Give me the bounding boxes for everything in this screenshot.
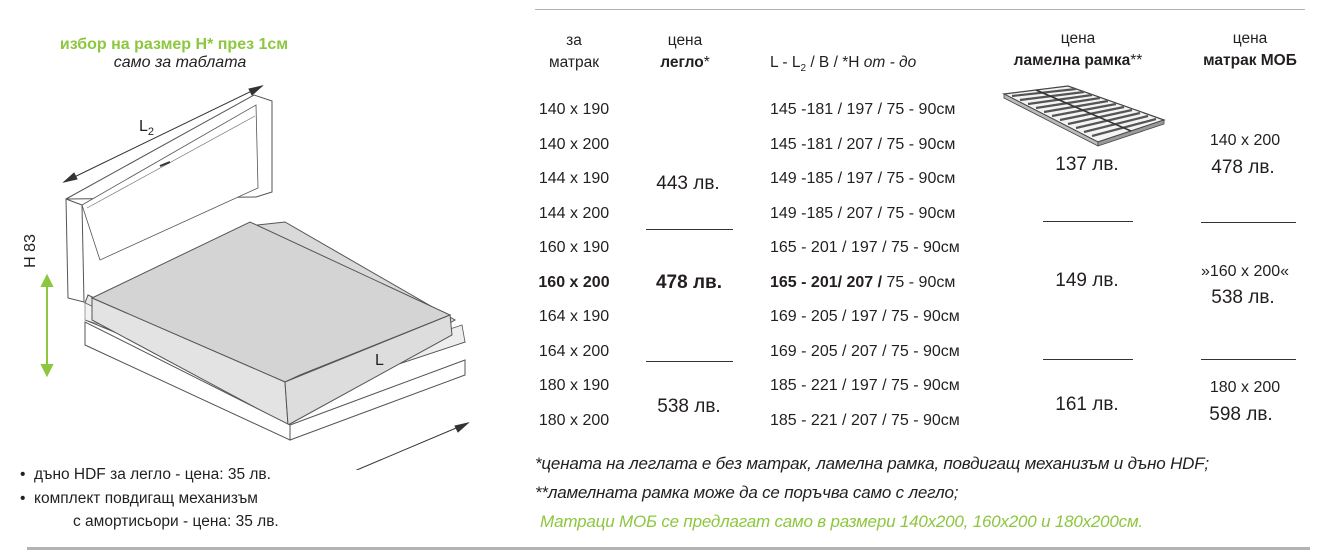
- dimensions-row: 149 -185 / 207 / 75 - 90см: [770, 205, 956, 222]
- mob-price-separator: [1201, 222, 1296, 223]
- note-slat-frame: **ламелната рамка може да се поръчва само с легло;: [535, 483, 959, 502]
- mob-size: 140 x 200: [1209, 132, 1281, 149]
- top-rule: [535, 9, 1305, 10]
- bullet-lift-mechanism: • комплект повдигащ механизъм: [20, 490, 258, 507]
- dimensions-row: 185 - 221 / 207 / 75 - 90см: [770, 412, 960, 429]
- mob-size: »160 x 200«: [1200, 263, 1290, 280]
- size-row: 140 x 200: [538, 136, 610, 153]
- size-row: 164 x 190: [538, 308, 610, 325]
- size-choice-title: избор на размер Н* през 1см: [59, 36, 289, 53]
- mob-price-separator: [1201, 359, 1296, 360]
- slat-price-separator: [1043, 221, 1133, 222]
- mob-price: 598 лв.: [1209, 404, 1273, 425]
- bed-price: 443 лв.: [656, 173, 720, 194]
- size-row: 180 x 190: [538, 377, 610, 394]
- slat-frame-price: 161 лв.: [1055, 394, 1119, 415]
- dimensions-row: 169 - 205 / 207 / 75 - 90см: [770, 343, 960, 360]
- size-row-highlighted: 160 x 200: [538, 274, 610, 291]
- mob-size: 180 x 200: [1209, 379, 1281, 396]
- dimensions-row: 169 - 205 / 197 / 75 - 90см: [770, 308, 960, 325]
- bed-price: 538 лв.: [657, 396, 721, 417]
- l2-label: $L_2$: [139, 118, 155, 139]
- bed-illustration: [0, 70, 490, 470]
- bullet-hdf: • дъно HDF за легло - цена: 35 лв.: [20, 466, 271, 483]
- size-row: 140 x 190: [538, 101, 610, 118]
- bed-price-separator: [646, 361, 733, 362]
- header-bed-price: цена легло*: [660, 32, 710, 71]
- dimensions-row: 185 - 221 / 197 / 75 - 90см: [770, 377, 960, 394]
- size-row: 180 x 200: [538, 412, 610, 429]
- dimensions-row: 165 - 201 / 197 / 75 - 90см: [770, 239, 960, 256]
- header-slat-frame-price: цена ламелна рамка**: [1013, 30, 1143, 69]
- size-row: 144 x 190: [538, 170, 610, 187]
- dimensions-row-highlighted: 165 - 201/ 207 / 75 - 90см: [770, 274, 956, 291]
- slat-frame-price: 137 лв.: [1055, 154, 1119, 175]
- slat-price-separator: [1043, 359, 1133, 360]
- size-choice-subtitle: само за таблата: [113, 54, 247, 71]
- header-mattress-size: за матрак: [548, 32, 600, 71]
- slat-frame-image: [998, 80, 1168, 150]
- size-row: 160 x 190: [538, 239, 610, 256]
- bottom-rule: [27, 547, 1310, 550]
- dimensions-row: 145 -181 / 197 / 75 - 90см: [770, 101, 956, 118]
- header-mob-mattress-price: цена матрак МОБ: [1203, 30, 1297, 69]
- dimensions-row: 145 -181 / 207 / 75 - 90см: [770, 136, 956, 153]
- h-label: H 83: [21, 234, 39, 268]
- note-bed-price: *цената на леглата е без матрак, ламелна рамка, повдигащ механизъм и дъно HDF;: [535, 454, 1209, 473]
- header-dimensions: L - $L_2$ / B / *H от - до: [770, 54, 917, 75]
- bed-price-highlighted: 478 лв.: [655, 272, 723, 293]
- bullet-lift-price: с амортисьори - цена: 35 лв.: [73, 513, 279, 530]
- bed-price-separator: [646, 229, 733, 230]
- note-mob-mattress: Матраци МОБ се предлагат само в размери 140x200, 160x200 и 180x200см.: [540, 512, 1143, 531]
- h-dimension-arrow: [42, 276, 52, 375]
- dimensions-row: 149 -185 / 197 / 75 - 90см: [770, 170, 956, 187]
- mob-price: 478 лв.: [1211, 157, 1275, 178]
- size-row: 144 x 200: [538, 205, 610, 222]
- size-row: 164 x 200: [538, 343, 610, 360]
- mob-price: 538 лв.: [1211, 287, 1275, 308]
- l-label: L: [375, 352, 384, 369]
- l-dimension-arrow: [300, 423, 468, 470]
- slat-frame-price: 149 лв.: [1055, 270, 1119, 291]
